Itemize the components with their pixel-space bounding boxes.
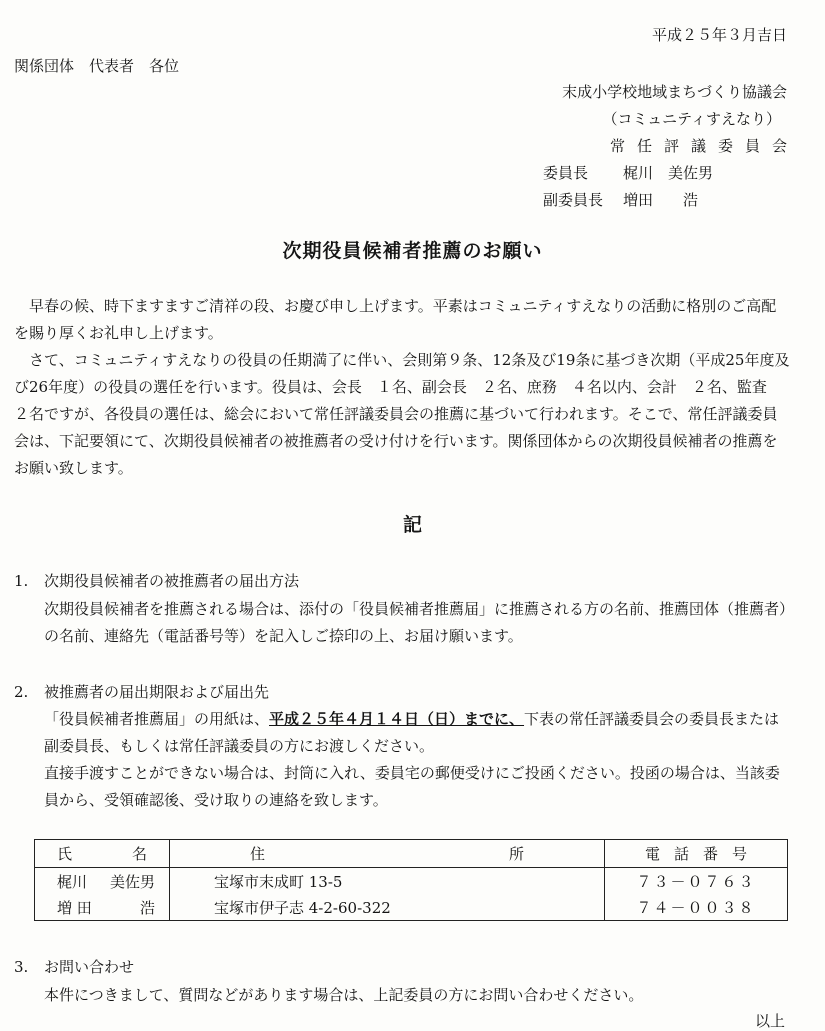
chair-role: 委員長 bbox=[543, 164, 589, 182]
closing-ijo: 以上 bbox=[754, 1012, 785, 1030]
intro-paragraph-2: さて、コミュニティすえなりの役員の任期満了に伴い、会則第９条、12条及び19条に基づき次期（平成25年度及び26年度）の役員の選任を行います。役員は、会長 １名、副会長 ２名、庶務 ４名以内、会計 ２名、監査 ２名ですが、各役員の選任は、総会において常任評議委員会の推薦に基づいて行われます。そこで、常任評議委員会は、下記要領にて、次期役員候補者の被推薦者の受け付けを行います。関係団体からの次期役員候補者の推薦をお願い致します。 bbox=[14, 351, 790, 477]
section-2-heading bbox=[14, 681, 269, 702]
contact-name: 梶川 美佐男 bbox=[35, 868, 170, 895]
section-2-body bbox=[44, 706, 794, 814]
header-name: 氏 名 bbox=[35, 840, 170, 868]
contact-tel: ７３－０７６３ bbox=[605, 868, 788, 895]
table-row bbox=[35, 868, 788, 895]
section-2-text-a-pre: 「役員候補者推薦届」の用紙は、 bbox=[44, 710, 270, 728]
intro-text bbox=[14, 293, 790, 482]
sender-committee: 常任評議委員会 bbox=[609, 137, 799, 155]
intro-paragraph-1: 早春の候、時下ますますご清祥の段、お慶び申し上げます。平素はコミュニティすえなりの活動に格別のご高配を賜り厚くお礼申し上げます。 bbox=[14, 297, 777, 342]
sender-vice-chair bbox=[487, 187, 787, 214]
section-1-body bbox=[44, 596, 794, 650]
contacts-table bbox=[34, 839, 788, 921]
section-2-text-b: 直接手渡すことができない場合は、封筒に入れ、委員宅の郵便受けにご投函ください。投函の場合は、当該委員から、受領確認後、受け取りの連絡を致します。 bbox=[44, 764, 780, 809]
vice-chair-name: 増田 浩 bbox=[623, 191, 699, 209]
section-1-title: 次期役員候補者の被推薦者の届出方法 bbox=[44, 572, 300, 590]
contact-address: 宝塚市伊子志 4-2-60-322 bbox=[170, 894, 605, 921]
section-3-body bbox=[44, 982, 794, 1009]
section-2-text-a bbox=[44, 706, 794, 760]
section-2-text-a-post: 下表の常任評議委員会の委員長または副委員長、もしくは常任評議委員の方にお渡しください。 bbox=[44, 710, 780, 755]
header-address: 住 所 bbox=[170, 840, 605, 868]
addressee: 関係団体 代表者 各位 bbox=[14, 57, 180, 75]
contact-address: 宝塚市末成町 13-5 bbox=[170, 868, 605, 895]
contacts-header-row bbox=[35, 840, 788, 868]
section-1-number: 1. bbox=[14, 572, 29, 590]
section-2-title: 被推薦者の届出期限および届出先 bbox=[44, 683, 270, 701]
section-1-text: 次期役員候補者を推薦される場合は、添付の「役員候補者推薦届」に推薦される方の名前、推薦団体（推薦者）の名前、連絡先（電話番号等）を記入しご捺印の上、お届け願います。 bbox=[44, 600, 795, 645]
document-date: 平成２５年３月吉日 bbox=[651, 26, 787, 44]
chair-name: 梶川 美佐男 bbox=[623, 164, 714, 182]
submission-deadline: 平成２５年４月１４日（日）までに、 bbox=[269, 710, 525, 728]
vice-chair-role: 副委員長 bbox=[543, 191, 604, 209]
section-3-title: お問い合わせ bbox=[44, 958, 135, 976]
ki-heading: 記 bbox=[402, 514, 422, 536]
section-3-number: 3. bbox=[14, 958, 29, 976]
header-tel: 電 話 番 号 bbox=[605, 840, 788, 868]
section-2-number: 2. bbox=[14, 683, 29, 701]
sender-block bbox=[487, 79, 799, 214]
table-row bbox=[35, 894, 788, 921]
section-3-heading bbox=[14, 956, 134, 977]
sender-organization: 末成小学校地域まちづくり協議会 bbox=[562, 83, 787, 101]
contact-name: 増 田 浩 bbox=[35, 894, 170, 921]
section-3-text: 本件につきまして、質問などがあります場合は、上記委員の方にお問い合わせください。 bbox=[44, 986, 644, 1004]
contact-tel: ７４－００３８ bbox=[605, 894, 788, 921]
sender-organization-sub: （コミュニティすえなり） bbox=[602, 110, 781, 128]
sender-chair bbox=[487, 160, 787, 187]
section-1-heading bbox=[14, 570, 299, 591]
document-title: 次期役員候補者推薦のお願い bbox=[282, 240, 543, 262]
